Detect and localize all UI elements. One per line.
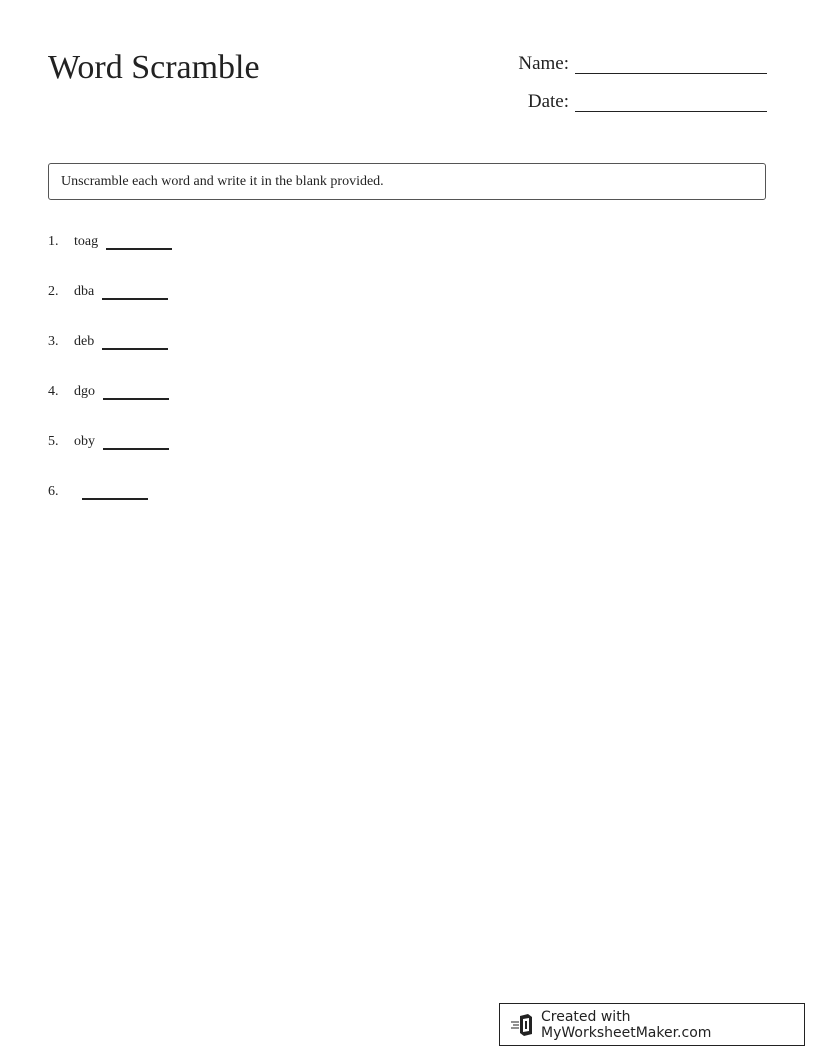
item-number: 3. [48,334,59,349]
scrambled-word: dba [74,284,95,299]
list-item [48,252,172,302]
scrambled-word: deb [74,334,95,349]
footer-text: Created with MyWorksheetMaker.com [541,1008,712,1041]
date-field [528,90,767,114]
name-label: Name: [518,53,569,74]
answer-blank [103,448,169,450]
item-number: 1. [48,234,59,249]
item-number: 4. [48,384,59,399]
created-with-badge[interactable] [499,1003,805,1046]
date-label: Date: [527,91,569,112]
list-item [48,452,172,502]
list-item [48,230,172,252]
instructions-box: Unscramble each word and write it in the blank provided. [48,163,766,200]
date-blank-line [575,111,767,112]
item-number: 5. [48,434,59,449]
answer-blank [102,298,168,300]
answer-blank [106,248,172,250]
scrambled-word: dgo [74,384,95,399]
item-number: 6. [48,484,59,499]
list-item [48,402,172,452]
worksheet-maker-logo-icon [510,1013,536,1037]
word-list [48,230,172,502]
name-blank-line [575,73,767,74]
answer-blank [103,398,169,400]
answer-blank [82,498,148,500]
scrambled-word: oby [74,434,95,449]
name-field [518,52,767,76]
list-item [48,302,172,352]
scrambled-word: toag [74,234,99,249]
answer-blank [102,348,168,350]
worksheet-title: Word Scramble [48,49,260,86]
list-item [48,352,172,402]
item-number: 2. [48,284,59,299]
